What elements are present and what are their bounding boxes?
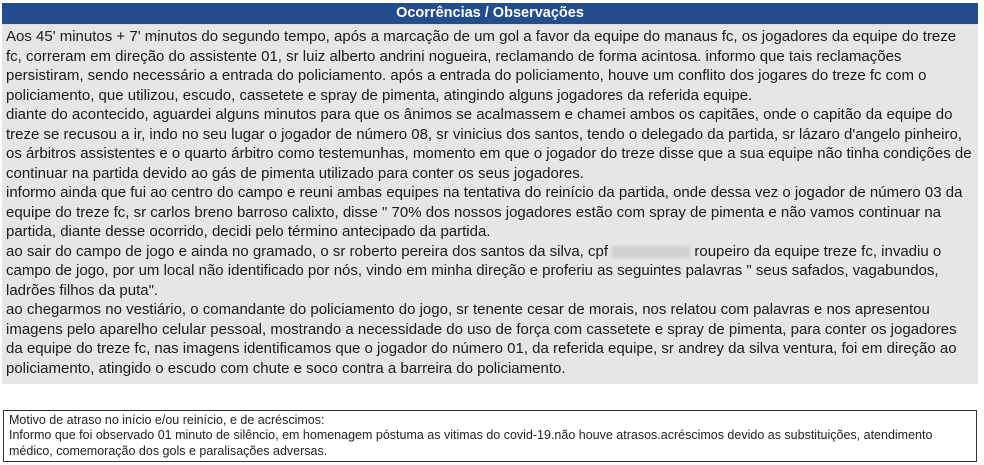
occurrences-title: Ocorrências / Observações bbox=[2, 3, 978, 25]
redacted-cpf bbox=[612, 246, 690, 258]
delay-text: Informo que foi observado 01 minuto de silêncio, em homenagem póstuma as vitimas do covid-19.não houve atrasos.acréscimos devido as substituições, atendimento médico, comemoração dos gols e paralisações adversas. bbox=[9, 428, 933, 458]
occurrence-paragraph: Aos 45' minutos + 7' minutos do segundo tempo, após a marcação de um gol a favor da equipe do manaus fc, os jogadores da equipe do treze fc, correram em direção do assistente 01, sr luiz alberto andrini nogueira, reclamando de forma acintosa. informo que tais reclamações persistiram, sendo necessário a entrada do policiamento. após a entrada do policiamento, houve um conflito dos jogares do treze fc com o policiamento, que utilizou, escudo, cassetete e spray de pimenta, atingindo alguns jogadores da referida equipe. bbox=[6, 28, 957, 104]
delay-label: Motivo de atraso no início e/ou reinício, e de acréscimos: bbox=[9, 413, 325, 427]
paragraph-text: roupeiro da equipe treze fc, invadiu o campo de jogo, por um local não identificado por nós, vindo em minha direção e proferiu as seguintes palavras " seus safados, vagabundos, ladrões filhos da puta". bbox=[6, 242, 942, 299]
occurrences-panel bbox=[2, 3, 978, 384]
occurrence-paragraph bbox=[6, 242, 974, 301]
delay-reason-box bbox=[3, 410, 977, 462]
occurrence-paragraph: informo ainda que fui ao centro do campo e reuni ambas equipes na tentativa do reinício da partida, onde dessa vez o jogador de número 03 da equipe do treze fc, sr carlos breno barroso calixto, disse " 70% dos nossos jogadores estão com spray de pimenta e não vamos continuar na partida, diante desse ocorrido, decidi pelo término antecipado da partida. bbox=[6, 184, 963, 240]
occurrences-body bbox=[2, 25, 978, 384]
occurrence-paragraph: ao chegarmos no vestiário, o comandante do policiamento do jogo, sr tenente cesar de morais, nos relatou com palavras e nos apresentou imagens pelo aparelho celular pessoal, mostrando a necessidade do uso de força com cassetete e spray de pimenta, para conter os jogadores da equipe do treze fc, nas imagens identificamos que o jogador do número 01, da referida equipe, sr andrey da silva ventura, foi em direção ao policiamento, atingido o escudo com chute e soco contra a barreira do policiamento. bbox=[6, 301, 957, 377]
paragraph-text: ao sair do campo de jogo e ainda no gramado, o sr roberto pereira dos santos da silva, cpf bbox=[6, 242, 609, 260]
occurrence-paragraph: diante do acontecido, aguardei alguns minutos para que os ânimos se acalmassem e chamei ambos os capitães, onde o capitão da equipe do treze se recusou a ir, indo no seu lugar o jogador de número 08, sr vinicius dos santos, tendo o delegado da partida, sr lázaro d'angelo pinheiro, os árbitros assistentes e o quarto árbitro como testemunhas, momento em que o jogador do treze disse que a sua equipe não tinha condições de continuar na partida devido ao gás de pimenta utilizado para conter os seus jogadores. bbox=[6, 106, 972, 182]
